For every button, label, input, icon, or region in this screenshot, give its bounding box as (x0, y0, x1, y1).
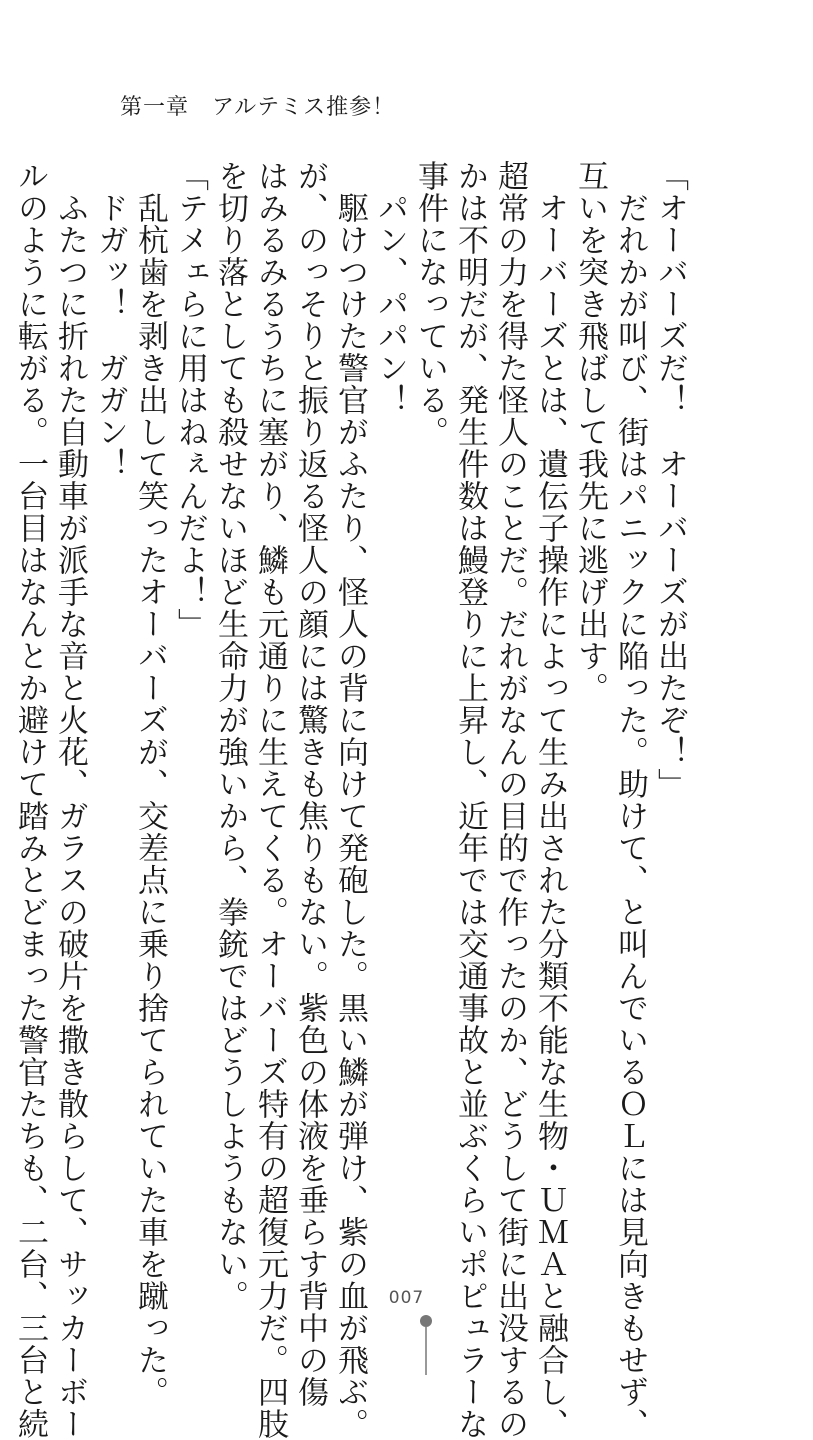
folio-dot-ornament (420, 1315, 432, 1327)
text-line: ドガッ！ ガガン！ (92, 160, 128, 480)
text-line: 「テメェらに用はねぇんだよ！」 (172, 160, 208, 640)
text-line: はみるみるうちに塞がり、鱗も元通りに生えてくる。オーバーズ特有の超復元力だ。四肢 (252, 160, 288, 1440)
text-line: が、のっそりと振り返る怪人の顔には驚きも焦りもない。紫色の体液を垂らす背中の傷 (292, 160, 328, 1408)
text-line: 超常の力を得た怪人のことだ。だれがなんの目的で作ったのか、どうして街に出没するの (492, 160, 528, 1440)
text-line: 「オーバーズだ！ オーバーズが出たぞ！」 (652, 160, 688, 800)
folio-line-ornament (425, 1327, 427, 1375)
text-line: ルのように転がる。一台目はなんとか避けて踏みとどまった警官たちも、二台、三台と続 (12, 160, 48, 1440)
text-line: 互いを突き飛ばして我先に逃げ出す。 (572, 160, 608, 704)
text-line: だれかが叫び、街はパニックに陥った。助けて、と叫んでいるＯＬには見向きもせず、 (612, 160, 648, 1440)
text-line: を切り落としても殺せないほど生命力が強いから、拳銃ではどうしようもない。 (212, 160, 248, 1312)
chapter-title: 第一章 アルテミス推参！ (120, 95, 396, 120)
text-line: パン、パパン！ (372, 160, 408, 416)
text-line: 事件になっている。 (412, 160, 448, 448)
text-line: 駆けつけた警官がふたり、怪人の背に向けて発砲した。黒い鱗が弾け、紫の血が飛ぶ。 (332, 160, 368, 1440)
text-line: 乱杭歯を剥き出して笑ったオーバーズが、交差点に乗り捨てられていた車を蹴った。 (132, 160, 168, 1408)
page-number: 007 (388, 1288, 425, 1308)
text-line: ふたつに折れた自動車が派手な音と火花、ガラスの破片を撒き散らして、サッカーボー (52, 160, 88, 1440)
text-line: かは不明だが、発生件数は鰻登りに上昇し、近年では交通事故と並ぶくらいポピュラーな (452, 160, 488, 1440)
text-line: オーバーズとは、遺伝子操作によって生み出された分類不能な生物・ＵＭＡと融合し、 (532, 160, 568, 1440)
